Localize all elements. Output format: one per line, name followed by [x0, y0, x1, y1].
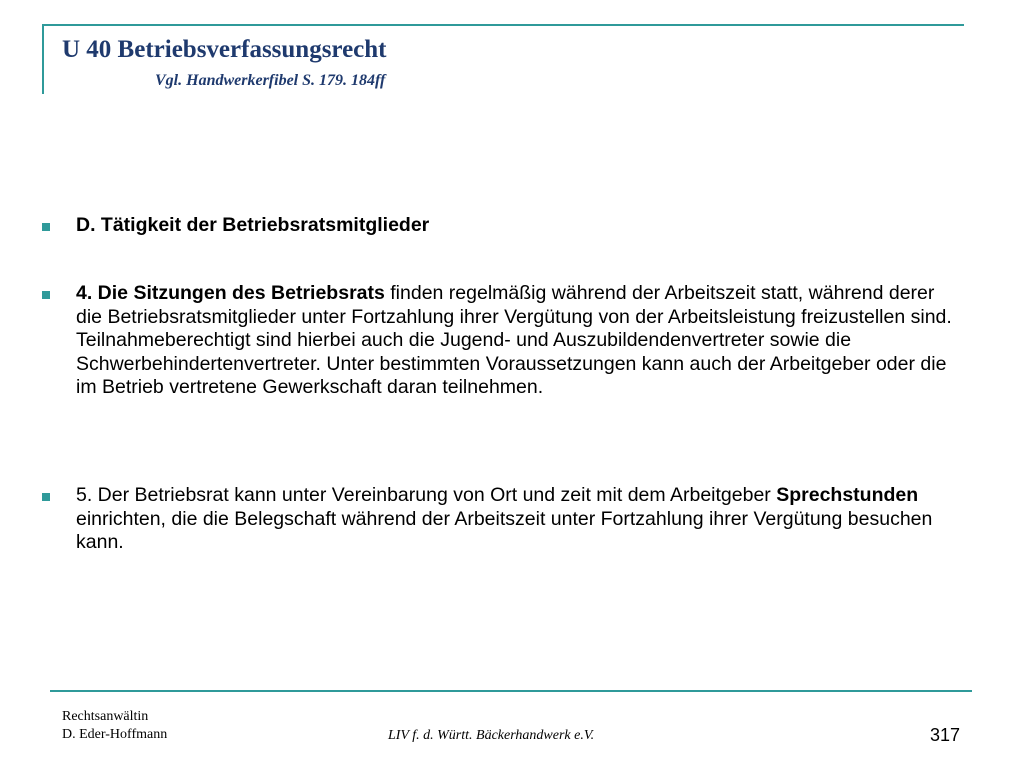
bullet-sessions-lead: 4. Die Sitzungen des Betriebsrats	[76, 282, 385, 304]
footer-organization: LIV f. d. Württ. Bäckerhandwerk e.V.	[388, 728, 595, 743]
slide-title: U 40 Betriebsverfassungsrecht	[62, 36, 387, 63]
square-bullet-icon	[42, 223, 50, 231]
bullet-office-hours-after: einrichten, die die Belegschaft während der Arbeitszeit unter Fortzahlung ihrer Vergütung besuchen kann.	[76, 507, 933, 553]
bullet-heading-text: D. Tätigkeit der Betriebsratsmitglieder	[76, 214, 430, 236]
bullet-item-office-hours	[76, 484, 956, 555]
bullet-item-sessions	[76, 282, 956, 400]
footer-author	[62, 708, 167, 744]
footer-rule	[50, 690, 972, 692]
header-left-rule	[42, 24, 44, 94]
square-bullet-icon	[42, 291, 50, 299]
slide-subtitle: Vgl. Handwerkerfibel S. 179. 184ff	[155, 72, 386, 89]
page-number: 317	[930, 725, 961, 745]
bullet-office-hours-bold: Sprechstunden	[776, 484, 919, 506]
bullet-item-heading	[76, 214, 956, 238]
bullet-sessions-text: finden regelmäßig während der Arbeitszeit statt, während derer die Betriebsratsmitglieder unter Fortzahlung ihrer Vergütung von der Arbeitsleistung freizustellen sind. Teilnahmeberechtigt sind hierbei auch die Jugend- und Auszubildendenvertreter sowie die Schwerbehindertenvertreter. Unter bestimmten Voraussetzungen kann auch der Arbeitgeber oder die im Betrieb vertretene Gewerkschaft daran teilnehmen.	[76, 282, 952, 398]
bullet-office-hours-before: 5. Der Betriebsrat kann unter Vereinbarung von Ort und zeit mit dem Arbeitgeber	[76, 484, 777, 506]
footer-author-name: D. Eder-Hoffmann	[62, 727, 168, 742]
footer-author-title: Rechtsanwältin	[62, 709, 149, 724]
header-top-rule	[42, 24, 964, 26]
square-bullet-icon	[42, 493, 50, 501]
